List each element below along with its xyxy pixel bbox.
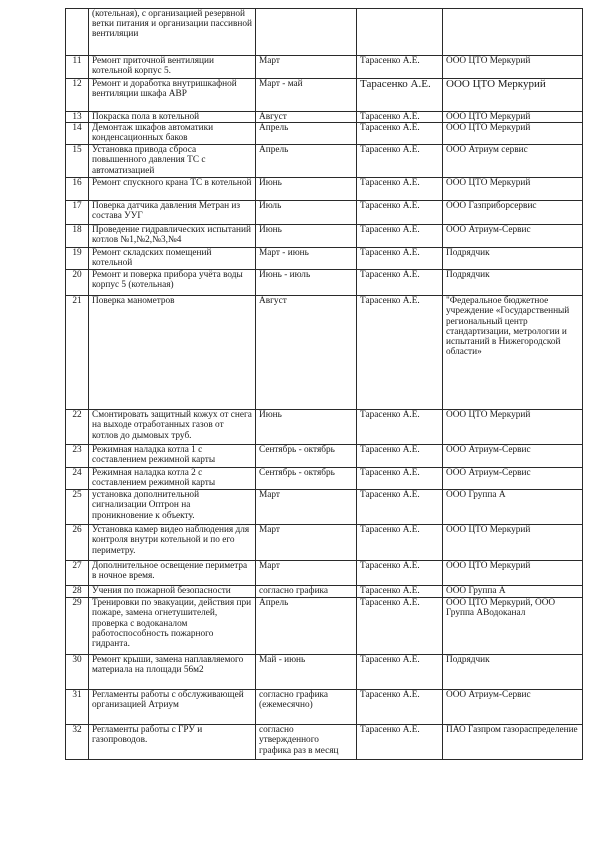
row-number: 23 [66,445,89,468]
responsible: Тарасенко А.Е. [357,123,443,145]
table-row [66,445,583,468]
table-row [66,598,583,655]
executor: ООО Атриум-Сервис [443,690,583,725]
period: Июнь [256,178,357,201]
period: Сентябрь - октябрь [256,445,357,468]
responsible: Тарасенко А.Е. [357,598,443,655]
row-number: 32 [66,725,89,760]
executor: ООО Атриум-Сервис [443,468,583,490]
executor: ООО ЦТО Меркурий [443,79,583,112]
executor: ПАО Газпром газораспределение [443,725,583,760]
task-description: Ремонт и поверка прибора учёта воды корпус 5 (котельная) [89,270,256,296]
period: Июнь [256,410,357,445]
table-row [66,586,583,598]
row-number: 14 [66,123,89,145]
table-row [66,725,583,760]
row-number [66,9,89,56]
period: Март - июнь [256,248,357,270]
responsible: Тарасенко А.Е. [357,145,443,178]
row-number: 31 [66,690,89,725]
responsible: Тарасенко А.Е. [357,561,443,586]
executor: ООО ЦТО Меркурий [443,525,583,561]
table-row [66,561,583,586]
task-description: Смонтировать защитный кожух от снега на выходе отработанных газов от котлов до дымовых труб. [89,410,256,445]
responsible: Тарасенко А.Е. [357,490,443,525]
table-row [66,145,583,178]
period: Июнь - июль [256,270,357,296]
task-description: Ремонт и доработка внутришкафной вентиляции шкафа АВР [89,79,256,112]
responsible: Тарасенко А.Е. [357,410,443,445]
responsible: Тарасенко А.Е. [357,468,443,490]
period: Март [256,525,357,561]
task-description: установка дополнительной сигнализации Оптрон на проникновение к объекту. [89,490,256,525]
task-description: Демонтаж шкафов автоматики конденсационных баков [89,123,256,145]
table-row [66,178,583,201]
row-number: 27 [66,561,89,586]
table-row [66,9,583,56]
executor: ООО ЦТО Меркурий [443,112,583,123]
task-description: Поверка датчика давления Метран из состава УУГ [89,201,256,225]
responsible: Тарасенко А.Е. [357,225,443,248]
period: Апрель [256,598,357,655]
row-number: 17 [66,201,89,225]
task-description: Регламенты работы с ГРУ и газопроводов. [89,725,256,760]
work-plan-table [65,8,583,760]
executor: ООО Газприборсервис [443,201,583,225]
task-description: Ремонт спускного крана ТС в котельной [89,178,256,201]
period: Июль [256,201,357,225]
responsible: Тарасенко А.Е. [357,725,443,760]
table-row [66,490,583,525]
row-number: 18 [66,225,89,248]
period: Июнь [256,225,357,248]
row-number: 16 [66,178,89,201]
period: Сентябрь - октябрь [256,468,357,490]
table-row [66,270,583,296]
responsible: Тарасенко А.Е. [357,248,443,270]
row-number: 29 [66,598,89,655]
period: Март [256,490,357,525]
responsible: Тарасенко А.Е. [357,445,443,468]
executor: ООО ЦТО Меркурий [443,178,583,201]
row-number: 28 [66,586,89,598]
table-row [66,248,583,270]
row-number: 26 [66,525,89,561]
row-number: 15 [66,145,89,178]
row-number: 25 [66,490,89,525]
period: согласно графика [256,586,357,598]
row-number: 12 [66,79,89,112]
executor: ООО ЦТО Меркурий [443,410,583,445]
period [256,9,357,56]
task-description: Покраска пола в котельной [89,112,256,123]
task-description: Установка камер видео наблюдения для контроля внутри котельной и по его периметру. [89,525,256,561]
responsible: Тарасенко А.Е. [357,112,443,123]
row-number: 19 [66,248,89,270]
executor: ООО ЦТО Меркурий [443,56,583,79]
table-row [66,525,583,561]
task-description: Тренировки по эвакуации, действия при пожаре, замена огнетушителей, проверка с водоканалом работоспособность пожарного гидранта. [89,598,256,655]
task-description: Проведение гидравлических испытаний котлов №1,№2,№3,№4 [89,225,256,248]
executor: ООО ЦТО Меркурий [443,561,583,586]
task-description: Ремонт приточной вентиляции котельной корпус 5. [89,56,256,79]
table-row [66,410,583,445]
task-description: Поверка манометров [89,296,256,410]
period: Март - май [256,79,357,112]
row-number: 20 [66,270,89,296]
row-number: 13 [66,112,89,123]
period: согласно графика (ежемесячно) [256,690,357,725]
period: Март [256,56,357,79]
row-number: 21 [66,296,89,410]
row-number: 30 [66,655,89,690]
task-description: Регламенты работы с обслуживающей организацией Атриум [89,690,256,725]
task-description: Установка привода сброса повышенного давления ТС с автоматизацией [89,145,256,178]
executor: ООО Атриум-Сервис [443,225,583,248]
table-row [66,79,583,112]
responsible: Тарасенко А.Е. [357,296,443,410]
row-number: 22 [66,410,89,445]
period: Март [256,561,357,586]
executor: ООО Группа А [443,490,583,525]
table-row [66,112,583,123]
task-description: Ремонт складских помещений котельной [89,248,256,270]
period: Апрель [256,123,357,145]
executor: "Федеральное бюджетное учреждение «Государственный региональный центр стандартизации, метрологии и испытаний в Нижегородской области» [443,296,583,410]
executor: Подрядчик [443,270,583,296]
responsible: Тарасенко А.Е. [357,178,443,201]
table-row [66,56,583,79]
table-row [66,655,583,690]
row-number: 11 [66,56,89,79]
row-number: 24 [66,468,89,490]
period: Апрель [256,145,357,178]
table-row [66,225,583,248]
table-row [66,468,583,490]
period: согласно утвержденного графика раз в месяц [256,725,357,760]
responsible: Тарасенко А.Е. [357,56,443,79]
responsible: Тарасенко А.Е. [357,586,443,598]
table-row [66,201,583,225]
executor: Подрядчик [443,248,583,270]
task-description: Ремонт крыши, замена наплавляемого материала на площади 56м2 [89,655,256,690]
table-row [66,296,583,410]
period: Август [256,296,357,410]
table-row [66,690,583,725]
period: Май - июнь [256,655,357,690]
responsible: Тарасенко А.Е. [357,270,443,296]
task-description: Режимная наладка котла 2 с составлением режимной карты [89,468,256,490]
task-description: Режимная наладка котла 1 с составлением режимной карты [89,445,256,468]
executor: ООО ЦТО Меркурий [443,123,583,145]
responsible [357,9,443,56]
task-description: Дополнительное освещение периметра в ночное время. [89,561,256,586]
executor: ООО ЦТО Меркурий, ООО Группа АВодоканал [443,598,583,655]
executor: ООО Атриум-Сервис [443,445,583,468]
executor: ООО Атриум сервис [443,145,583,178]
responsible: Тарасенко А.Е. [357,690,443,725]
executor: Подрядчик [443,655,583,690]
task-description: (котельная), с организацией резервной ветки питания и организации пассивной вентиляции [89,9,256,56]
executor [443,9,583,56]
executor: ООО Группа А [443,586,583,598]
responsible: Тарасенко А.Е. [357,655,443,690]
responsible: Тарасенко А.Е. [357,79,443,112]
responsible: Тарасенко А.Е. [357,525,443,561]
task-description: Учения по пожарной безопасности [89,586,256,598]
responsible: Тарасенко А.Е. [357,201,443,225]
period: Август [256,112,357,123]
table-row [66,123,583,145]
